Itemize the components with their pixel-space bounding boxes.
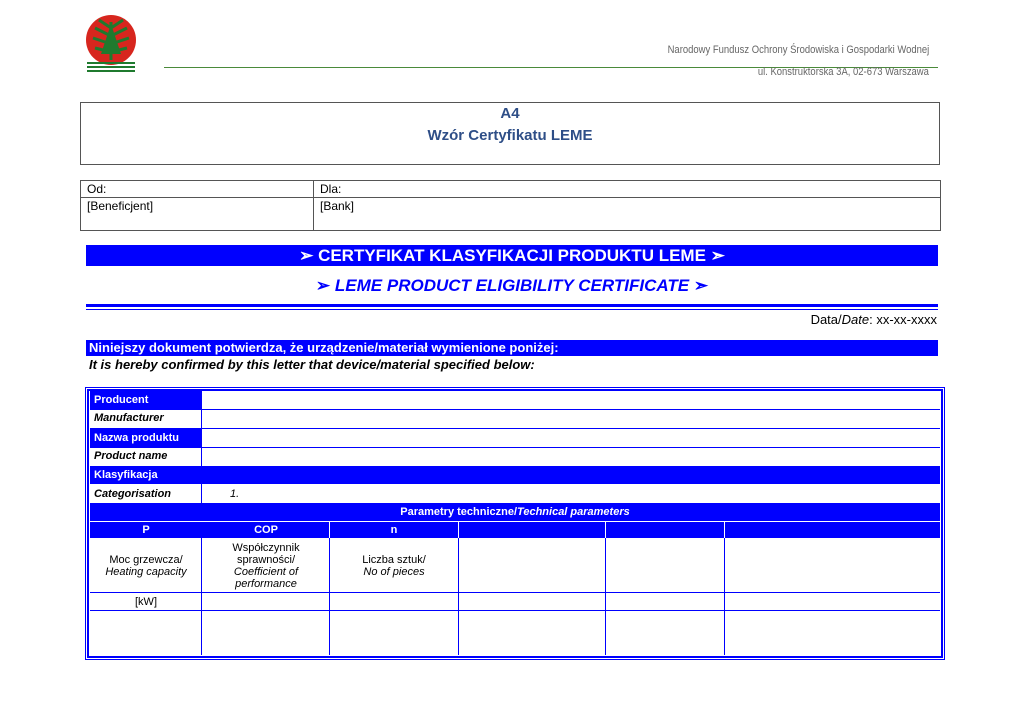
- p-description: [90, 554, 202, 578]
- divider-thick: [86, 304, 938, 307]
- row-divider: [90, 592, 940, 593]
- product-label-en: Product name: [94, 450, 168, 462]
- parameters-header: [90, 504, 940, 521]
- column-divider: [201, 391, 202, 503]
- document-title: Wzór Certyfikatu LEME: [427, 127, 593, 144]
- product-label-pl: Nazwa produktu: [90, 429, 202, 447]
- cop-desc-en1: Coefficient of: [233, 566, 299, 578]
- p-desc-pl: Moc grzewcza/: [109, 554, 183, 566]
- column-divider: [605, 538, 606, 655]
- cop-desc-en2: performance: [235, 578, 297, 590]
- n-desc-pl: Liczba sztuk/: [362, 554, 426, 566]
- date-value: : xx-xx-xxxx: [869, 312, 937, 327]
- cop-desc-pl1: Współczynnik: [232, 542, 300, 554]
- class-label-pl: Klasyfikacja: [90, 466, 202, 484]
- p-desc-en: Heating capacity: [105, 566, 187, 578]
- col-n-header: n: [390, 524, 398, 536]
- date-label-pl: Data/: [810, 312, 842, 327]
- nfosigw-logo-icon: [83, 14, 139, 76]
- n-desc-en: No of pieces: [363, 566, 425, 578]
- to-label: Dla:: [314, 181, 941, 198]
- header-column-divider: [724, 522, 725, 538]
- organization-address: ul. Konstruktorska 3A, 02-673 Warszawa: [757, 66, 929, 78]
- column-divider: [724, 538, 725, 655]
- class-label-en: Categorisation: [94, 488, 172, 500]
- class-value: 1.: [230, 488, 240, 500]
- header-column-divider: [458, 522, 459, 538]
- col-cop-header: COP: [254, 524, 278, 536]
- heading-en-text: LEME PRODUCT ELIGIBILITY CERTIFICATE: [334, 276, 690, 295]
- n-description: [330, 554, 458, 578]
- cop-desc-pl2: sprawności/: [236, 554, 296, 566]
- document-title-box: [80, 102, 940, 165]
- column-divider: [458, 538, 459, 655]
- divider-thin: [86, 309, 938, 310]
- header-column-divider: [329, 522, 330, 538]
- row-divider: [90, 428, 940, 429]
- parties-table: [80, 180, 941, 231]
- producer-label-pl: Producent: [90, 391, 202, 409]
- from-value: [Beneficjent]: [81, 198, 314, 231]
- heading-pl-text: CERTYFIKAT KLASYFIKACJI PRODUKTU LEME: [318, 246, 706, 265]
- arrow-right-icon: ➢: [299, 246, 314, 265]
- header-column-divider: [605, 522, 606, 538]
- arrow-left-icon: ➣: [693, 276, 709, 295]
- organization-name: Narodowy Fundusz Ochrony Środowiska i Gospodarki Wodnej: [667, 44, 929, 56]
- producer-label-en: Manufacturer: [94, 412, 164, 424]
- confirmation-pl: Niniejszy dokument potwierdza, że urządzenie/materiał wymienione poniżej:: [86, 340, 938, 356]
- row-divider: [90, 447, 940, 448]
- from-label: Od:: [81, 181, 314, 198]
- certificate-heading-pl: [86, 245, 938, 266]
- params-pl: Parametry techniczne/: [400, 506, 518, 518]
- document-code: A4: [500, 105, 520, 122]
- row-divider: [90, 610, 940, 611]
- cop-description: [202, 542, 330, 590]
- arrow-left-icon: ➣: [710, 246, 725, 265]
- arrow-right-icon: ➢: [315, 276, 331, 295]
- date-line: [811, 312, 937, 327]
- date-label-en: Date: [841, 312, 870, 327]
- classification-row: [90, 466, 940, 484]
- to-value: [Bank]: [314, 198, 941, 231]
- row-divider: [90, 409, 940, 410]
- col-p-header: P: [142, 524, 150, 536]
- params-en: Technical parameters: [517, 506, 630, 518]
- p-unit: [kW]: [135, 596, 157, 608]
- certificate-heading-en: [86, 275, 938, 297]
- confirmation-en: It is hereby confirmed by this letter that device/material specified below:: [89, 357, 535, 372]
